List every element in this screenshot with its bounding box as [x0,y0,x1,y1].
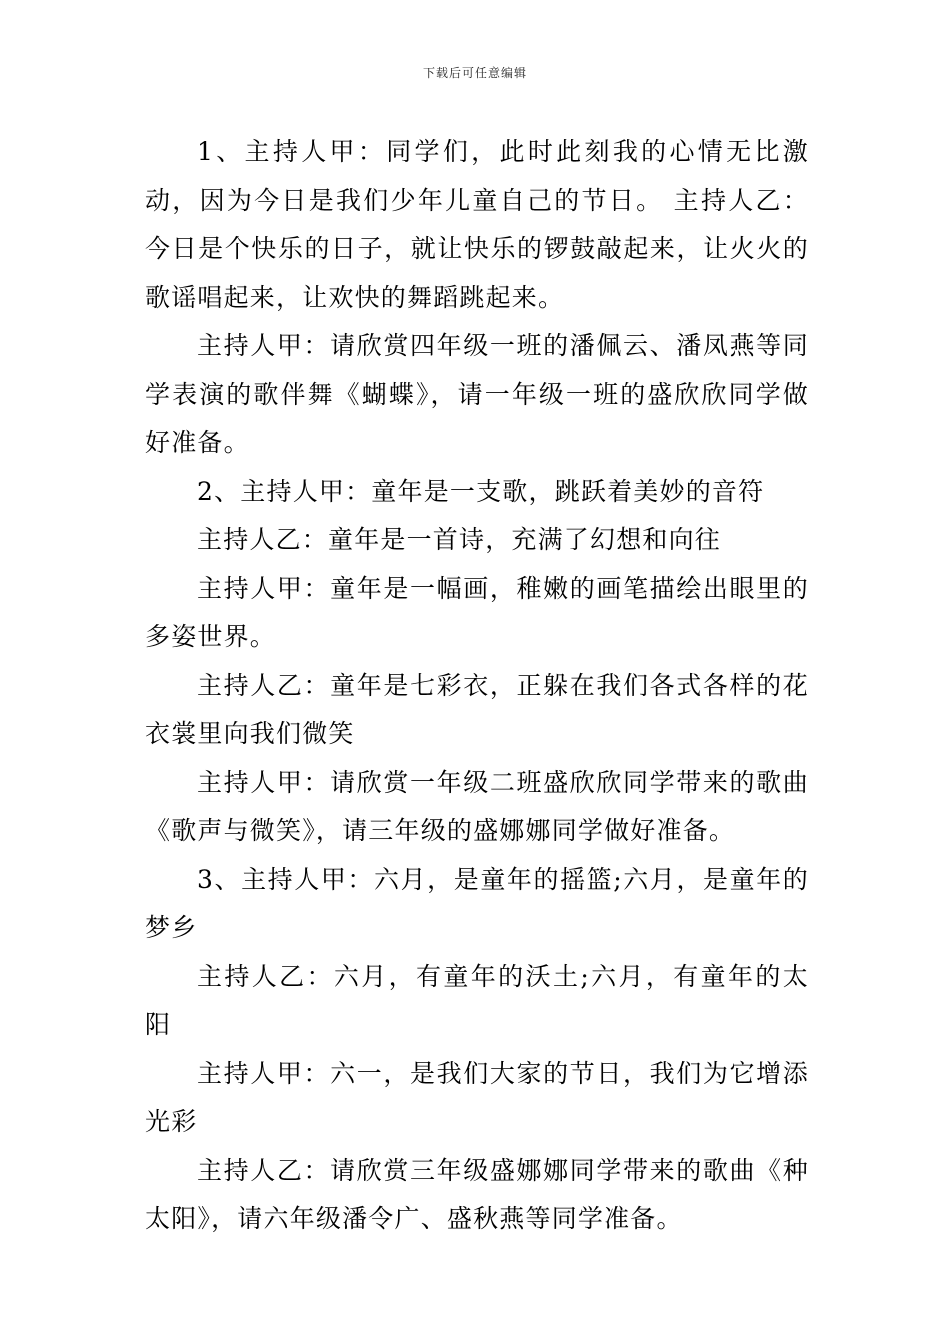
paragraph: 主持人甲：请欣赏四年级一班的潘佩云、潘凤燕等同学表演的歌伴舞《蝴蝶》，请一年级一班的盛欣欣同学做好准备。 [145,331,809,457]
paragraph: 主持人乙：童年是一首诗，充满了幻想和向往 [197,525,722,554]
paragraph: 主持人乙：六月，有童年的沃土;六月，有童年的太阳 [145,961,809,1039]
paragraph: 主持人甲：请欣赏一年级二班盛欣欣同学带来的歌曲《歌声与微笑》，请三年级的盛娜娜同学做好准备。 [145,767,809,845]
paragraph: 1、主持人甲：同学们，此时此刻我的心情无比激动，因为今日是我们少年儿童自己的节日。 主持人乙：今日是个快乐的日子，就让快乐的锣鼓敲起来，让火火的歌谣唱起来，让欢快的舞蹈跳起来。 [145,137,809,312]
document-body [145,128,809,1244]
paragraph: 主持人甲：童年是一幅画，稚嫩的画笔描绘出眼里的多姿世界。 [145,573,809,651]
paragraph: 主持人乙：请欣赏三年级盛娜娜同学带来的歌曲《种太阳》，请六年级潘令广、盛秋燕等同学准备。 [145,1155,809,1233]
paragraph: 主持人乙：童年是七彩衣，正躲在我们各式各样的花衣裳里向我们微笑 [145,670,809,748]
paragraph: 2、主持人甲：童年是一支歌，跳跃着美妙的音符 [197,476,765,506]
header-note: 下载后可任意编辑 [422,66,527,80]
paragraph: 主持人甲：六一，是我们大家的节日，我们为它增添光彩 [145,1058,809,1136]
paragraph: 3、主持人甲：六月，是童年的摇篮;六月，是童年的梦乡 [145,864,809,942]
